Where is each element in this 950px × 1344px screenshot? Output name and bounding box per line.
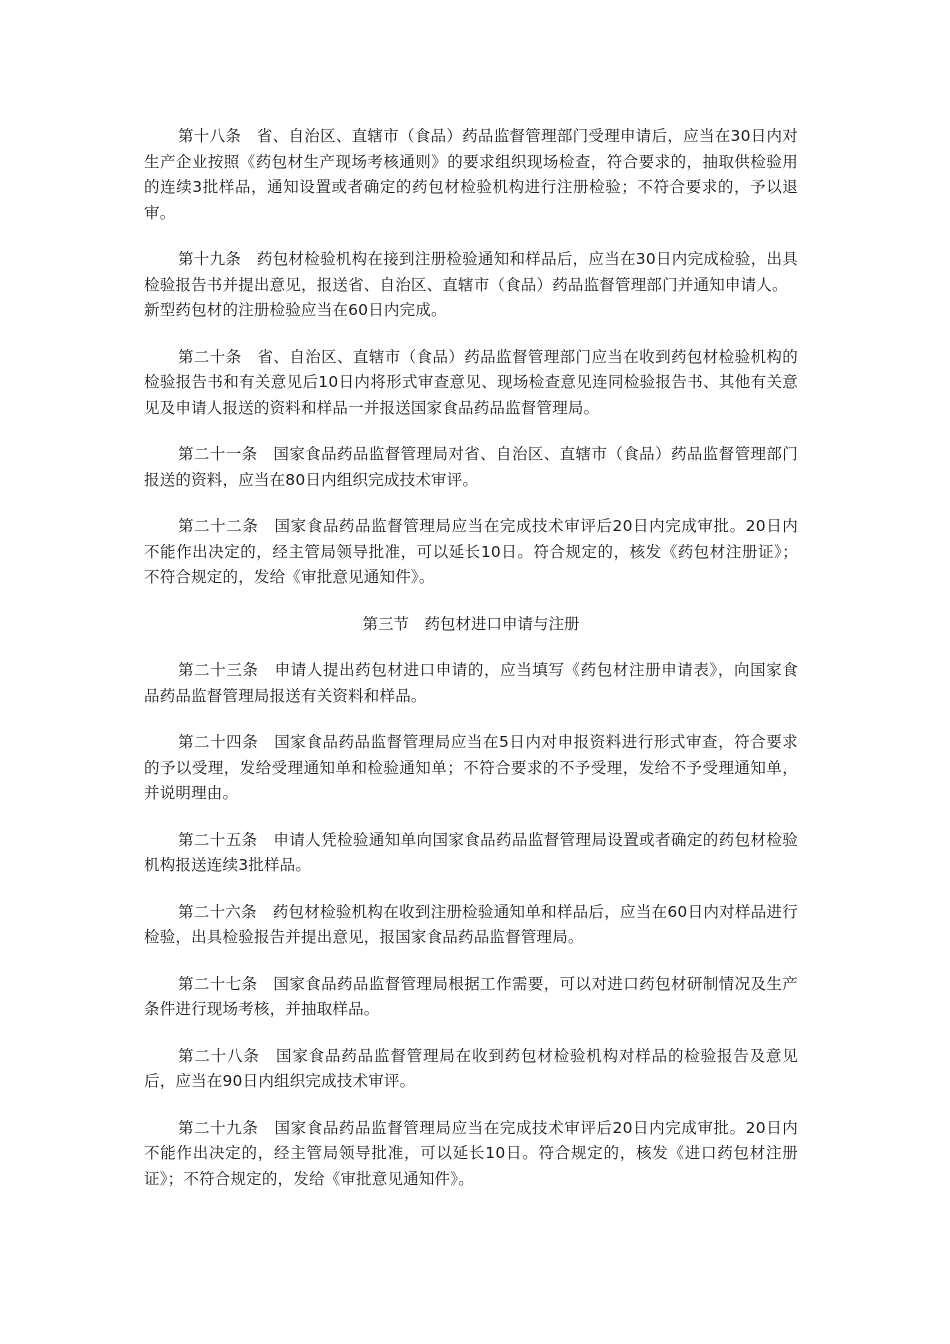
article-26: 第二十六条 药包材检验机构在收到注册检验通知单和样品后，应当在60日内对样品进行检验，出具检验报告并提出意见，报国家食品药品监督管理局。: [144, 902, 798, 946]
article-29: 第二十九条 国家食品药品监督管理局应当在完成技术审评后20日内完成审批。20日内不能作出决定的，经主管局领导批准，可以延长10日。符合规定的，核发《进口药包材注册证》；不符合规定的，发给《审批意见通知件》。: [144, 1118, 798, 1188]
article-25: 第二十五条 申请人凭检验通知单向国家食品药品监督管理局设置或者确定的药包材检验机构报送连续3批样品。: [144, 830, 798, 874]
article-27: 第二十七条 国家食品药品监督管理局根据工作需要，可以对进口药包材研制情况及生产条件进行现场考核，并抽取样品。: [144, 974, 798, 1018]
section-title: 第三节 药包材进口申请与注册: [362, 614, 580, 633]
article-18: 第十八条 省、自治区、直辖市（食品）药品监督管理部门受理申请后，应当在30日内对生产企业按照《药包材生产现场考核通则》的要求组织现场检查，符合要求的，抽取供检验用的连续3批样品，通知设置或者确定的药包材检验机构进行注册检验；不符合要求的，予以退审。: [144, 127, 798, 222]
article-20: 第二十条 省、自治区、直辖市（食品）药品监督管理部门应当在收到药包材检验机构的检验报告书和有关意见后10日内将形式审查意见、现场检查意见连同检验报告书、其他有关意见及申请人报送的资料和样品一并报送国家食品药品监督管理局。: [144, 347, 798, 417]
article-28: 第二十八条 国家食品药品监督管理局在收到药包材检验机构对样品的检验报告及意见后，应当在90日内组织完成技术审评。: [144, 1046, 798, 1090]
article-22: 第二十二条 国家食品药品监督管理局应当在完成技术审评后20日内完成审批。20日内不能作出决定的，经主管局领导批准，可以延长10日。符合规定的，核发《药包材注册证》；不符合规定的，发给《审批意见通知件》。: [144, 517, 798, 586]
article-24: 第二十四条 国家食品药品监督管理局应当在5日内对申报资料进行形式审查，符合要求的予以受理，发给受理通知单和检验通知单；不符合要求的不予受理，发给不予受理通知单，并说明理由。: [144, 733, 798, 802]
article-21: 第二十一条 国家食品药品监督管理局对省、自治区、直辖市（食品）药品监督管理部门报送的资料，应当在80日内组织完成技术审评。: [144, 445, 798, 489]
article-19-note: 新型药包材的注册检验应当在60日内完成。: [144, 301, 447, 319]
article-19: 第十九条 药包材检验机构在接到注册检验通知和样品后，应当在30日内完成检验，出具检验报告书并提出意见，报送省、自治区、直辖市（食品）药品监督管理部门并通知申请人。: [144, 250, 798, 294]
article-23: 第二十三条 申请人提出药包材进口申请的，应当填写《药包材注册申请表》，向国家食品药品监督管理局报送有关资料和样品。: [144, 661, 798, 705]
